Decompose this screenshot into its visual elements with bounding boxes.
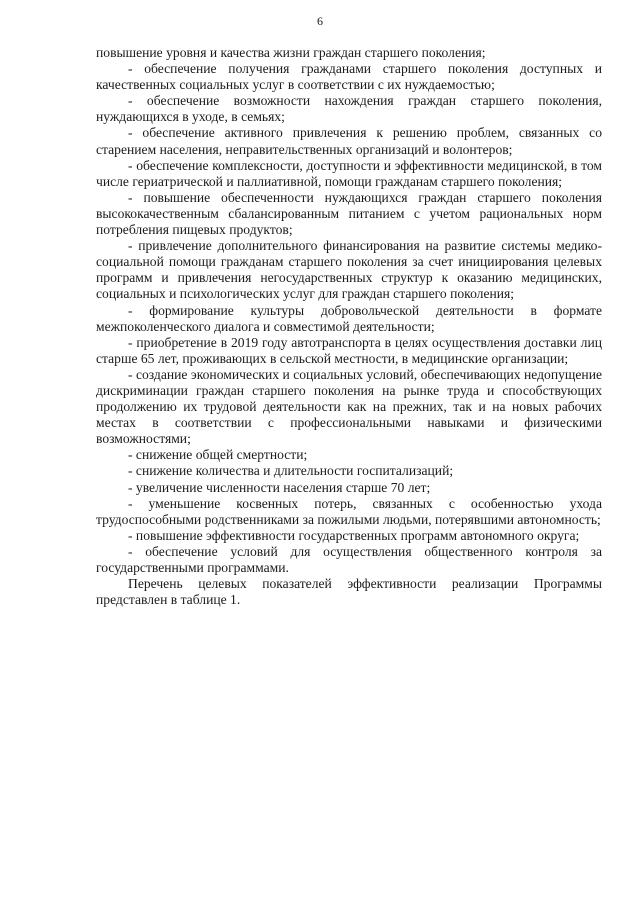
paragraph-continuation: повышение уровня и качества жизни граждан старшего поколения;	[96, 45, 486, 60]
list-item: - привлечение дополнительного финансирования на развитие системы медико-социальной помощи гражданам старшего поколения за счет инициирования целевых программ и привлечения негосударственных структур к оказанию медицинских, социальных и психологических услуг для граждан старшего поколения;	[96, 238, 602, 302]
list-item: - обеспечение активного привлечения к решению проблем, связанных со старением населения, неправительственных организаций и волонтеров;	[96, 125, 602, 157]
document-body	[96, 45, 602, 608]
page-number: 6	[317, 14, 323, 28]
closing-paragraph: Перечень целевых показателей эффективности реализации Программы представлен в таблице 1.	[96, 576, 602, 608]
list-item: - обеспечение возможности нахождения граждан старшего поколения, нуждающихся в уходе, в семьях;	[96, 93, 602, 125]
list-item: - уменьшение косвенных потерь, связанных с особенностью ухода трудоспособными родственниками за пожилыми людьми, потерявшими автономность;	[96, 495, 602, 527]
list-item: - повышение эффективности государственных программ автономного округа;	[128, 527, 580, 543]
list-item: - увеличение численности населения старше 70 лет;	[128, 479, 431, 495]
list-item: - снижение количества и длительности госпитализаций;	[128, 463, 454, 479]
list-item: - создание экономических и социальных условий, обеспечивающих недопущение дискриминации граждан старшего поколения на рынке труда и способствующих продолжению их трудовой деятельности как на прежних, так и на новых рабочих местах в соответствии с профессиональными навыками и физическими возможностями;	[96, 366, 602, 447]
list-item: - приобретение в 2019 году автотранспорта в целях осуществления доставки лиц старше 65 лет, проживающих в сельской местности, в медицинские организации;	[96, 334, 602, 366]
list-item: - снижение общей смертности;	[128, 447, 308, 463]
list-item: - формирование культуры добровольческой деятельности в формате межпоколенческого диалога и совместимой деятельности;	[96, 302, 602, 334]
list-item: - обеспечение условий для осуществления общественного контроля за государственными программами.	[96, 543, 602, 575]
list-item: - обеспечение получения гражданами старшего поколения доступных и качественных социальных услуг в соответствии с их нуждаемостью;	[96, 61, 602, 93]
list-item: - обеспечение комплексности, доступности и эффективности медицинской, в том числе гериатрической и паллиативной, помощи гражданам старшего поколения;	[96, 157, 602, 189]
list-item: - повышение обеспеченности нуждающихся граждан старшего поколения высококачественным сбалансированным питанием с учетом рациональных норм потребления пищевых продуктов;	[96, 189, 602, 238]
